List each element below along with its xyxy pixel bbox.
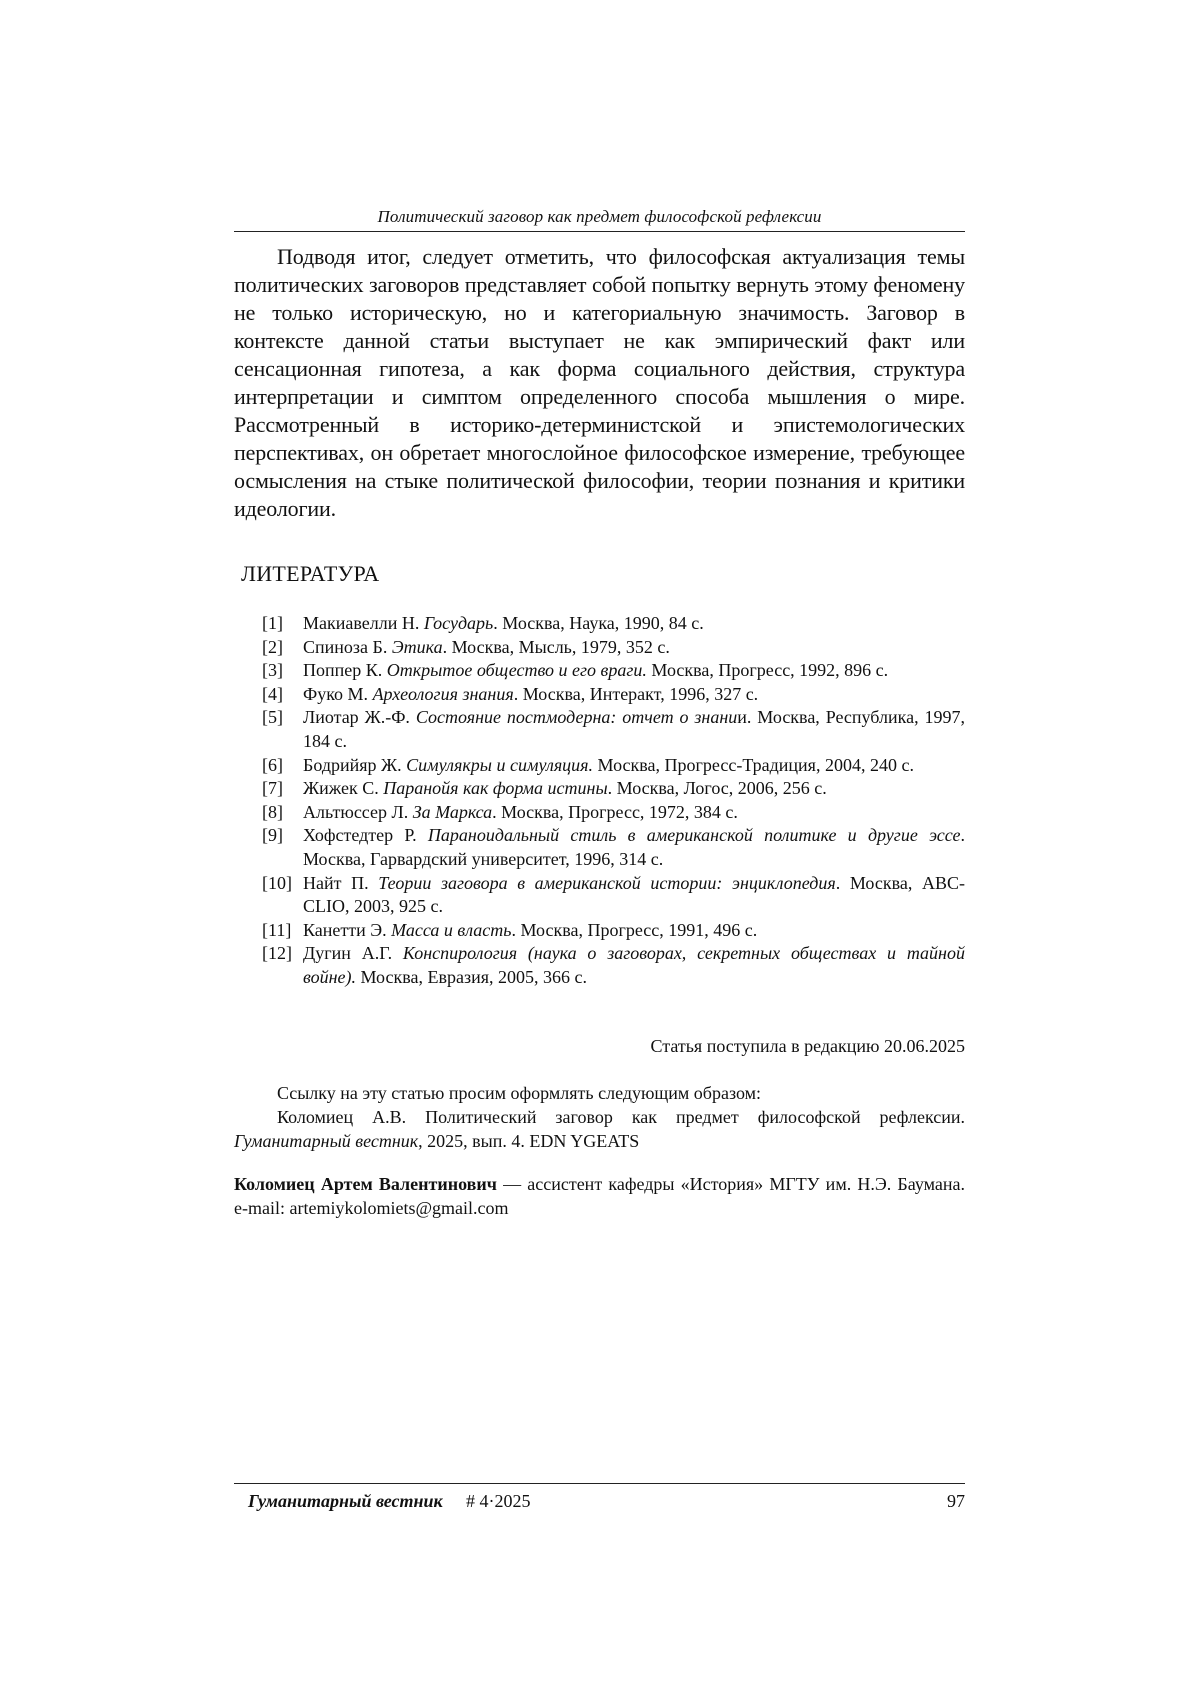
header-divider xyxy=(234,231,965,232)
journal-page xyxy=(234,0,965,1698)
author-info xyxy=(234,1172,965,1220)
reference-publication: . Москва, Интеракт, 1996, 327 с. xyxy=(513,683,759,704)
reference-author: Найт П. xyxy=(303,872,379,893)
reference-number: [3] xyxy=(262,660,283,681)
reference-title: Состояние постмодерна: отчет о знани xyxy=(415,707,738,728)
reference-title: Археология знания xyxy=(372,683,514,704)
footer-divider xyxy=(234,1483,965,1484)
reference-number: [9] xyxy=(262,825,283,846)
reference-publication: и. Москва, Республика, 1997, 184 с. xyxy=(303,707,965,751)
running-title: Политический заговор как предмет философской рефлексии xyxy=(377,207,822,226)
footer-journal-title: Гуманитарный вестник xyxy=(248,1491,443,1511)
reference-number: [5] xyxy=(262,707,283,728)
reference-number: [4] xyxy=(262,683,283,704)
conclusion-paragraph: Подводя итог, следует отметить, что философская актуализация темы политических заговоров представляет собой попытку вернуть этому феномену не только историческую, но и категориальную значимость. Заговор в контексте данной статьи выступает не как эмпирический факт или сенсационная гипотеза, а как форма социального действия, структура интерпретации и симптом определенного способа мышления о мире. Рассмотренный в историко-детерминистской и эпистемологических перспективах, он обретает многослойное философское измерение, требующее осмысления на стыке политической философии, теории познания и критики идеологии. xyxy=(234,244,965,521)
reference-title: Государь xyxy=(423,613,494,633)
reference-title: Открытое общество и его враги. xyxy=(386,660,647,681)
reference-item xyxy=(262,942,965,989)
reference-title: Паранойя как форма истины xyxy=(383,778,608,799)
reference-author: Канетти Э. xyxy=(303,919,392,940)
reference-publication: . Москва, Прогресс, 1991, 496 с. xyxy=(511,919,758,940)
reference-author: Макиавелли Н. xyxy=(303,613,424,633)
received-note: Статья поступила в редакцию 20.06.2025 xyxy=(650,1036,965,1056)
reference-author: Спиноза Б. xyxy=(303,636,392,657)
reference-publication: Москва, Прогресс, 1992, 896 с. xyxy=(646,660,889,681)
references-heading: ЛИТЕРАТУРА xyxy=(241,561,380,586)
reference-author: Лиотар Ж.-Ф. xyxy=(303,707,416,728)
citation-intro: Ссылку на эту статью просим оформлять следующим образом: xyxy=(277,1083,762,1103)
page-number: 97 xyxy=(947,1491,965,1511)
reference-item xyxy=(262,659,965,683)
reference-publication: Москва, Прогресс-Традиция, 2004, 240 с. xyxy=(593,754,914,775)
author-name: Коломиец Артем Валентинович xyxy=(234,1174,497,1194)
reference-author: Альтюссер Л. xyxy=(303,801,413,822)
reference-title: Конспирология (наука о заговорах, секретных обществах и тайной войне). xyxy=(303,943,965,987)
reference-title: Симулякры и симуляция. xyxy=(406,754,594,775)
reference-author: Поппер К. xyxy=(303,660,387,681)
reference-number: [6] xyxy=(262,754,283,775)
reference-author: Хофстедтер Р. xyxy=(303,825,428,846)
citation-text xyxy=(234,1105,965,1153)
reference-item xyxy=(262,754,965,778)
reference-title: Масса и власть xyxy=(391,919,512,940)
reference-publication: Москва, Евразия, 2005, 366 с. xyxy=(356,966,587,987)
reference-publication: . Москва, ABC-CLIO, 2003, 925 с. xyxy=(303,872,965,917)
footer-issue: # 4·2025 xyxy=(466,1491,531,1511)
reference-item xyxy=(262,919,965,943)
reference-author: Дугин А.Г. xyxy=(303,943,403,964)
reference-number: [2] xyxy=(262,636,283,657)
reference-item xyxy=(262,683,965,707)
reference-title: Теории заговора в американской истории: энциклопедия xyxy=(378,872,836,893)
citation-end: , 2025, вып. 4. EDN YGEATS xyxy=(418,1131,640,1151)
reference-title: За Маркса xyxy=(412,801,493,822)
reference-number: [1] xyxy=(262,613,283,633)
reference-title: Этика xyxy=(391,636,443,657)
reference-title: Параноидальный стиль в американской политике и другие эссе xyxy=(427,825,961,846)
reference-item xyxy=(262,636,965,660)
reference-item xyxy=(262,872,965,919)
reference-item xyxy=(262,801,965,825)
reference-item xyxy=(262,777,965,801)
citation-journal: Гуманитарный вестник xyxy=(234,1131,419,1151)
reference-item xyxy=(262,706,965,753)
reference-number: [7] xyxy=(262,778,283,799)
reference-author: Бодрийяр Ж. xyxy=(303,754,407,775)
reference-publication: . Москва, Наука, 1990, 84 с. xyxy=(493,613,704,633)
reference-number: [8] xyxy=(262,801,283,822)
reference-number: [12] xyxy=(262,943,292,964)
citation-start: Коломиец А.В. Политический заговор как предмет философской рефлексии. xyxy=(277,1107,965,1127)
reference-publication: . Москва, Логос, 2006, 256 с. xyxy=(607,778,827,799)
reference-item xyxy=(262,612,965,636)
reference-number: [11] xyxy=(262,919,292,940)
reference-author: Фуко М. xyxy=(303,683,373,704)
author-description: — ассистент кафедры «История» МГТУ им. Н.Э. Баумана. e-mail: artemiykolomiets@gmail.com xyxy=(234,1174,965,1218)
reference-publication: . Москва, Гарвардский университет, 1996, 314 с. xyxy=(303,825,965,869)
reference-item xyxy=(262,824,965,871)
reference-number: [10] xyxy=(262,872,292,893)
references-list xyxy=(262,612,965,990)
reference-author: Жижек С. xyxy=(303,778,384,799)
reference-publication: . Москва, Прогресс, 1972, 384 с. xyxy=(492,801,738,822)
reference-publication: . Москва, Мысль, 1979, 352 с. xyxy=(442,636,670,657)
